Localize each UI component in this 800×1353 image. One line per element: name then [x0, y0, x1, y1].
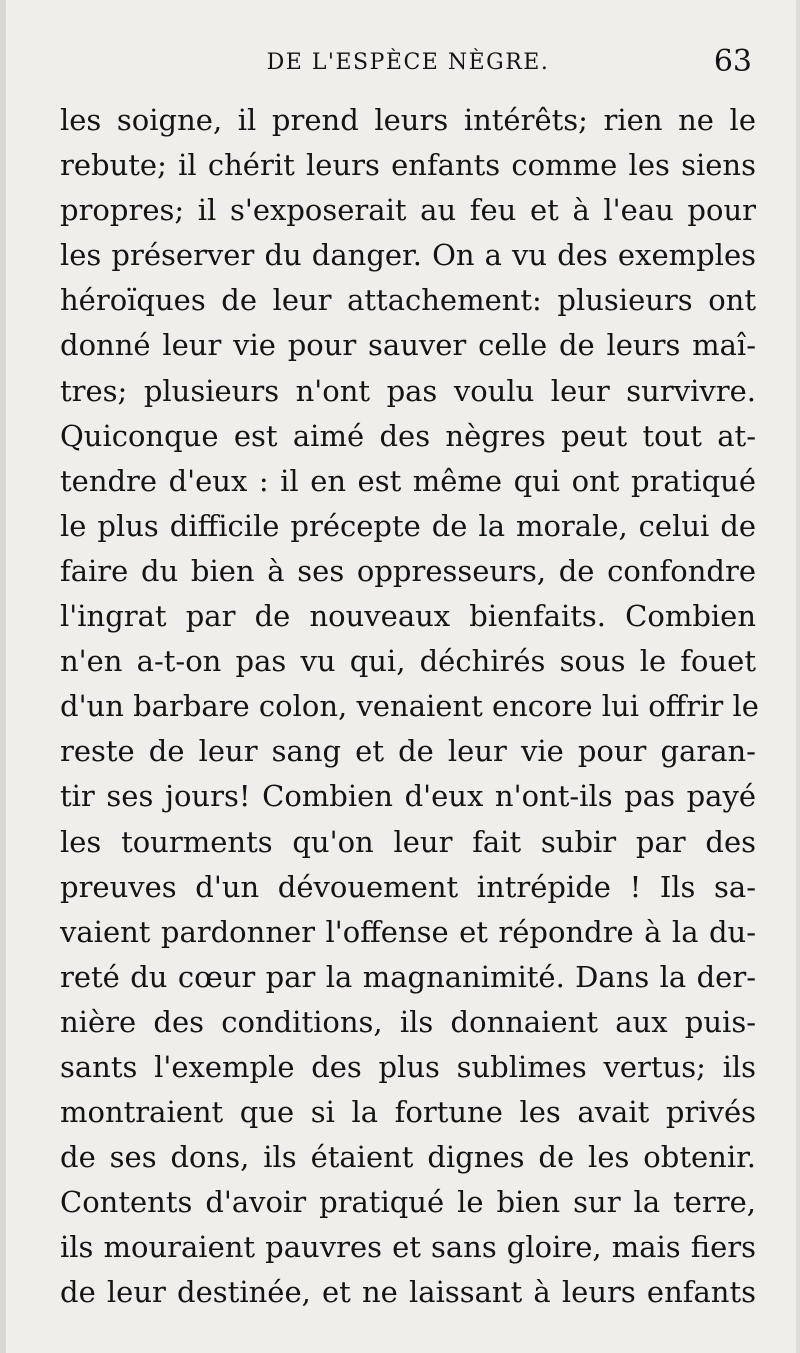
- text-line: héroïques de leur attachement: plusieurs ont: [60, 283, 756, 318]
- text-line: les tourments qu'on leur fait subir par des: [60, 824, 756, 859]
- text-line: vaient pardonner l'offense et répondre à la du-: [60, 914, 756, 949]
- page-number: 63: [713, 44, 752, 79]
- text-line: sants l'exemple des plus sublimes vertus; ils: [60, 1049, 756, 1084]
- text-line: le plus difficile précepte de la morale, celui de: [60, 508, 756, 543]
- text-line: Quiconque est aimé des nègres peut tout at-: [60, 418, 756, 453]
- text-line: de leur destinée, et ne laissant à leurs enfants: [60, 1275, 756, 1310]
- text-line: les préserver du danger. On a vu des exemples: [60, 238, 756, 273]
- running-head: DE L'ESPÈCE NÈGRE.: [266, 50, 550, 75]
- text-line: tres; plusieurs n'ont pas voulu leur survivre.: [60, 373, 756, 408]
- text-line: n'en a-t-on pas vu qui, déchirés sous le fouet: [60, 644, 756, 679]
- text-line: rebute; il chérit leurs enfants comme les siens: [60, 148, 756, 183]
- page-header: [60, 44, 756, 90]
- text-line: ils mouraient pauvres et sans gloire, mais fiers: [60, 1230, 756, 1265]
- text-line: preuves d'un dévouement intrépide ! Ils sa-: [60, 869, 756, 904]
- text-line: reté du cœur par la magnanimité. Dans la der-: [60, 959, 756, 994]
- text-line: les soigne, il prend leurs intérêts; rien ne le: [60, 103, 756, 137]
- text-line: faire du bien à ses oppresseurs, de confondre: [60, 553, 756, 588]
- text-line: propres; il s'exposerait au feu et à l'eau pour: [60, 193, 756, 228]
- text-line: tendre d'eux : il en est même qui ont pratiqué: [60, 463, 756, 498]
- text-line: montraient que si la fortune les avait privés: [60, 1095, 756, 1130]
- text-line: de ses dons, ils étaient dignes de les obtenir.: [60, 1140, 756, 1175]
- text-line: donné leur vie pour sauver celle de leurs maî-: [60, 328, 756, 363]
- text-line: tir ses jours! Combien d'eux n'ont-ils pas payé: [60, 779, 756, 814]
- text-line: reste de leur sang et de leur vie pour garan-: [60, 734, 756, 769]
- text-line: d'un barbare colon, venaient encore lui offrir le: [60, 689, 759, 724]
- text-line: Contents d'avoir pratiqué le bien sur la terre,: [60, 1185, 756, 1220]
- text-line: nière des conditions, ils donnaient aux puis-: [60, 1004, 756, 1039]
- text-line: l'ingrat par de nouveaux bienfaits. Combien: [60, 599, 756, 634]
- body-text: [60, 98, 759, 1316]
